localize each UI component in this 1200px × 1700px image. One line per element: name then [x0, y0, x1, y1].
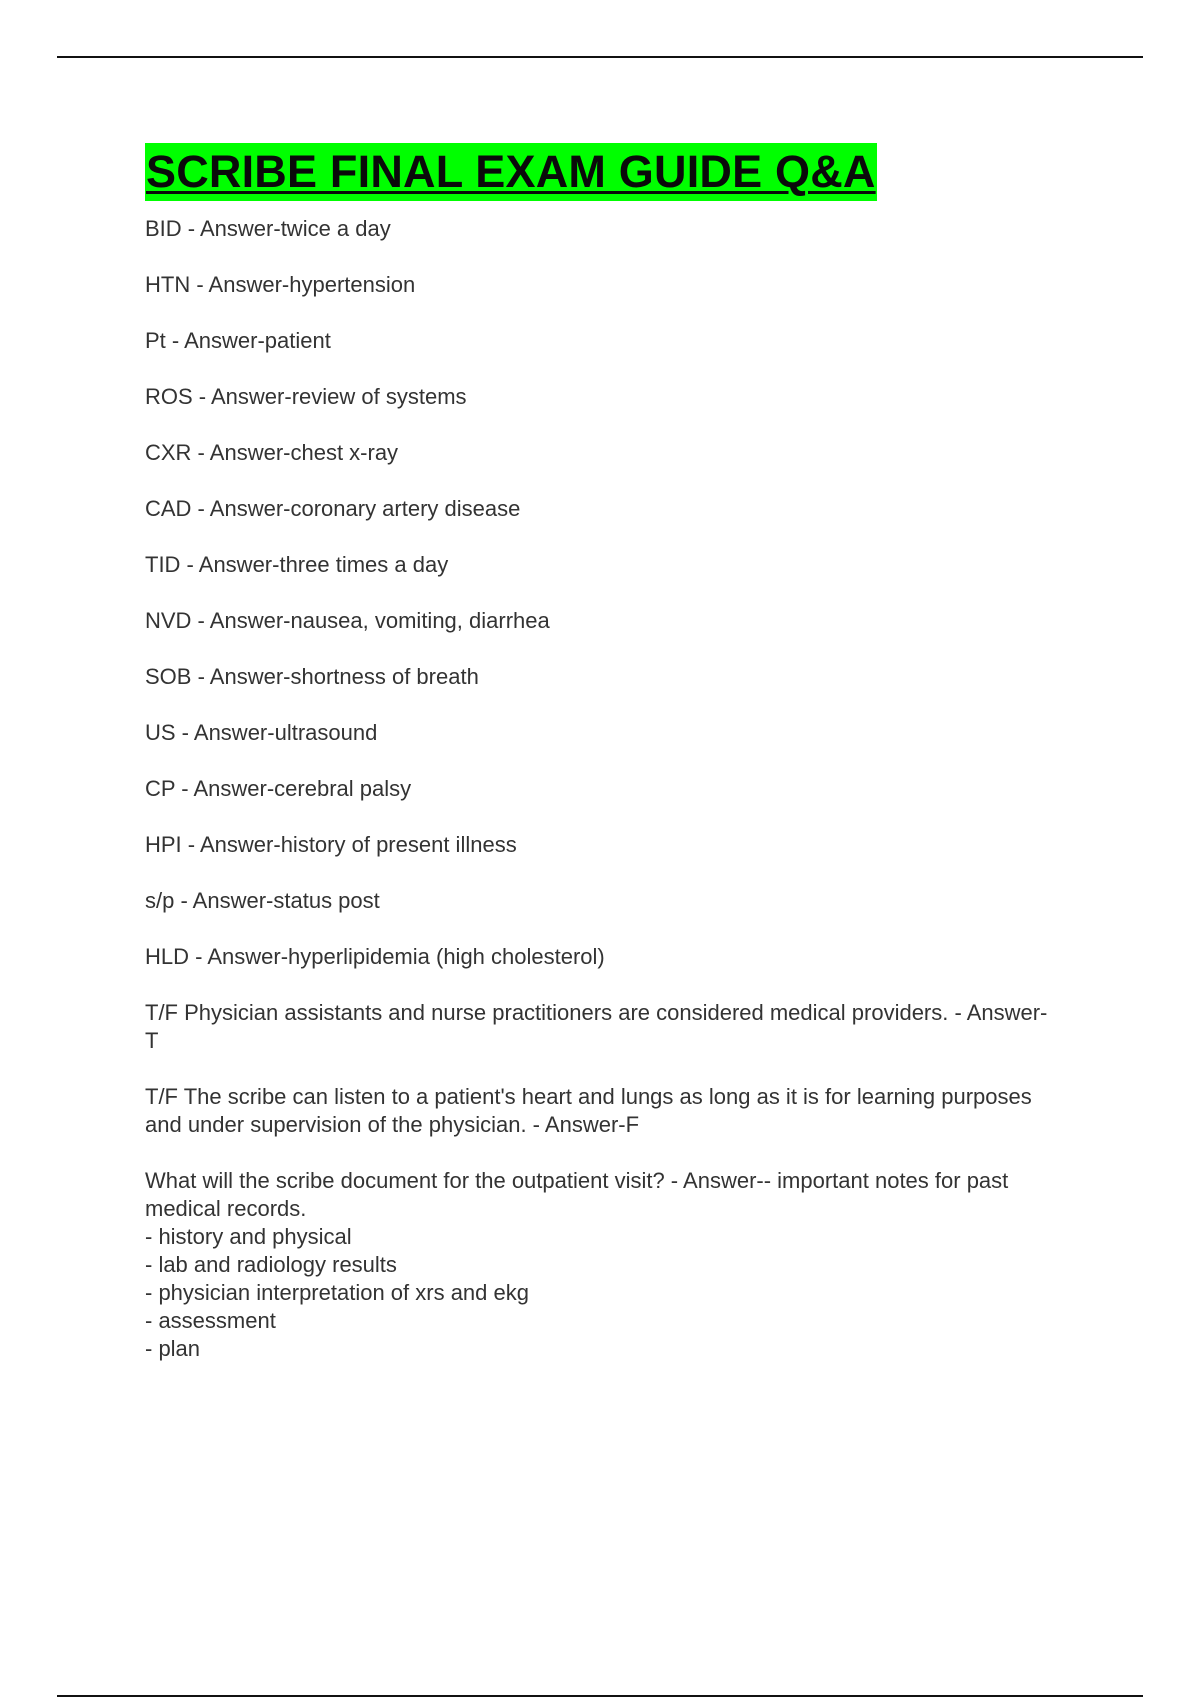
qa-item: US - Answer-ultrasound: [145, 720, 378, 745]
qa-item: s/p - Answer-status post: [145, 888, 380, 913]
final-question-text: What will the scribe document for the outpatient visit? - Answer-- important notes for past medical records.: [145, 1168, 1009, 1221]
answer-sub-item: - plan: [145, 1336, 201, 1361]
qa-item: T/F The scribe can listen to a patient's heart and lungs as long as it is for learning purposes and under supervision of the physician. - Answer-F: [145, 1084, 1032, 1137]
top-divider: [57, 56, 1143, 58]
qa-item: NVD - Answer-nausea, vomiting, diarrhea: [145, 608, 550, 633]
qa-item: CP - Answer-cerebral palsy: [145, 776, 412, 801]
answer-sub-item: - assessment: [145, 1308, 276, 1333]
answer-sub-list: [145, 1223, 1060, 1363]
qa-list: [145, 215, 1060, 1363]
qa-item: ROS - Answer-review of systems: [145, 384, 467, 409]
qa-item: CAD - Answer-coronary artery disease: [145, 496, 521, 521]
document-title: SCRIBE FINAL EXAM GUIDE Q&A: [145, 143, 877, 201]
qa-item: T/F Physician assistants and nurse practitioners are considered medical providers. - Answer-T: [145, 1000, 1048, 1053]
qa-item: CXR - Answer-chest x-ray: [145, 440, 399, 465]
qa-item: Pt - Answer-patient: [145, 328, 331, 353]
answer-sub-item: - lab and radiology results: [145, 1252, 397, 1277]
qa-item: HTN - Answer-hypertension: [145, 272, 416, 297]
answer-sub-item: - history and physical: [145, 1224, 352, 1249]
qa-item: BID - Answer-twice a day: [145, 216, 391, 241]
qa-item: HLD - Answer-hyperlipidemia (high cholesterol): [145, 944, 605, 969]
final-question: [145, 1167, 1060, 1363]
qa-item: TID - Answer-three times a day: [145, 552, 449, 577]
answer-sub-item: - physician interpretation of xrs and ekg: [145, 1280, 529, 1305]
qa-item: SOB - Answer-shortness of breath: [145, 664, 479, 689]
document-body: [145, 143, 1060, 1363]
bottom-divider: [57, 1695, 1143, 1697]
qa-item: HPI - Answer-history of present illness: [145, 832, 517, 857]
